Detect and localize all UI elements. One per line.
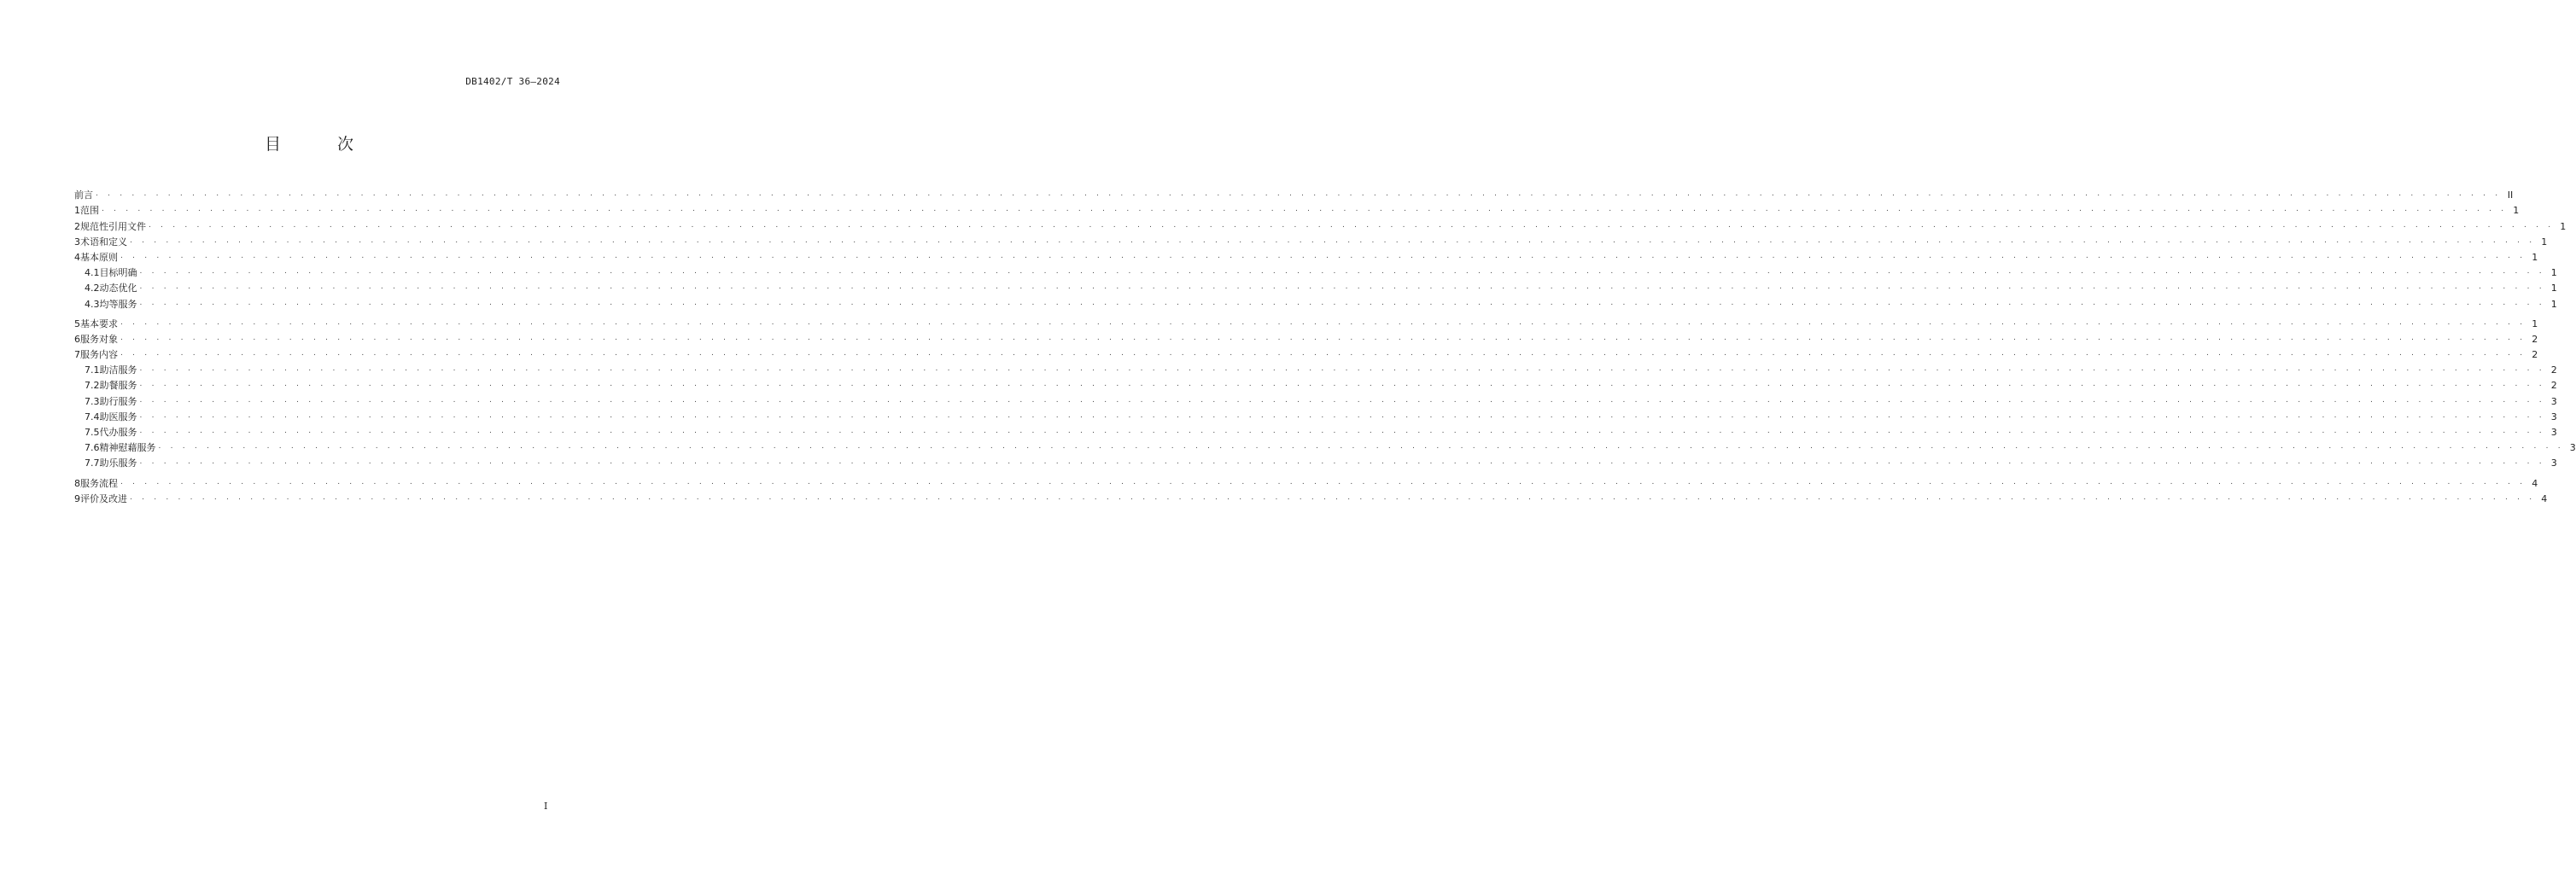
toc-entry[interactable]: [74, 330, 2538, 346]
toc-leader-dots: . . . . . . . . . . . . . . . . . . . . . . . . . . . . . . . . . . . . . . . . . . . . . . . . . . . . . . . . . . . . . . . . . . . . . . . . . . . . . . . . . . . . . . . . . . . . . . . . . . . . . . . . . . . . . . . . . . . . . . . . . . . . . . . . . . . . . . . . . . . . . . . . . . . . . . . . . . . . . . . . . . . . . . . . . . . . . . . . . . . . . . . . . . . . . . . . . . . . . . . .: [139, 364, 2545, 374]
toc-entry[interactable]: [74, 439, 2576, 454]
page-number: I: [544, 801, 548, 812]
toc-entry[interactable]: [74, 217, 2567, 232]
toc-entry-page: 3: [2550, 427, 2557, 438]
toc-leader-dots: . . . . . . . . . . . . . . . . . . . . . . . . . . . . . . . . . . . . . . . . . . . . . . . . . . . . . . . . . . . . . . . . . . . . . . . . . . . . . . . . . . . . . . . . . . . . . . . . . . . . . . . . . . . . . . . . . . . . . . . . . . . . . . . . . . . . . . . . . . . . . . . . . . . . . . . . . . . . . . . . . . . . . . . . . . . . . . . . . . . . . . . . . . . . . . . . . . . . . . . .: [130, 492, 2536, 502]
toc-entry-page: 4: [2541, 492, 2548, 504]
toc-leader-dots: . . . . . . . . . . . . . . . . . . . . . . . . . . . . . . . . . . . . . . . . . . . . . . . . . . . . . . . . . . . . . . . . . . . . . . . . . . . . . . . . . . . . . . . . . . . . . . . . . . . . . . . . . . . . . . . . . . . . . . . . . . . . . . . . . . . . . . . . . . . . . . . . . . . . . . . . . . . . . . . . . . . . . . . . . . . . . . . . . . . . . . . . . . . . . . . . . . . . . . . .: [139, 298, 2545, 307]
toc-entry-page: 3: [2550, 457, 2557, 469]
toc-entry-number: 7.4: [85, 411, 100, 422]
toc-entry-number: 4: [74, 251, 80, 263]
toc-entry-page: 2: [2550, 380, 2557, 392]
toc-entry-label: 范围: [80, 205, 99, 217]
toc-entry[interactable]: [74, 201, 2520, 217]
toc-entry-page: II: [2507, 189, 2514, 201]
toc-leader-dots: . . . . . . . . . . . . . . . . . . . . . . . . . . . . . . . . . . . . . . . . . . . . . . . . . . . . . . . . . . . . . . . . . . . . . . . . . . . . . . . . . . . . . . . . . . . . . . . . . . . . . . . . . . . . . . . . . . . . . . . . . . . . . . . . . . . . . . . . . . . . . . . . . . . . . . . . . . . . . . . . . . . . . . . . . . . . . . . . . . . . . . . . . . . . . . . . . . . . . . . .: [139, 283, 2545, 292]
toc-entry-label: 助洁服务: [99, 364, 137, 376]
toc-entry-label: 服务内容: [80, 349, 118, 361]
toc-entry-number: 7.2: [85, 380, 100, 392]
toc-leader-dots: . . . . . . . . . . . . . . . . . . . . . . . . . . . . . . . . . . . . . . . . . . . . . . . . . . . . . . . . . . . . . . . . . . . . . . . . . . . . . . . . . . . . . . . . . . . . . . . . . . . . . . . . . . . . . . . . . . . . . . . . . . . . . . . . . . . . . . . . . . . . . . . . . . . . . . . . . . . . . . . . . . . . . . . . . . . . . . . . . . . . . . . . . . . . . . . . . . . . . . . .: [139, 395, 2545, 405]
toc-leader-dots: . . . . . . . . . . . . . . . . . . . . . . . . . . . . . . . . . . . . . . . . . . . . . . . . . . . . . . . . . . . . . . . . . . . . . . . . . . . . . . . . . . . . . . . . . . . . . . . . . . . . . . . . . . . . . . . . . . . . . . . . . . . . . . . . . . . . . . . . . . . . . . . . . . . . . . . . . . . . . . . . . . . . . . . . . . . . . . . . . . . . . . . . . . . . . . . . . . . . . . . .: [139, 427, 2545, 435]
toc-entry-page: 3: [2550, 395, 2557, 407]
toc-entry[interactable]: [74, 186, 2514, 201]
toc-entry-page: 1: [2532, 251, 2538, 263]
toc-leader-dots: . . . . . . . . . . . . . . . . . . . . . . . . . . . . . . . . . . . . . . . . . . . . . . . . . . . . . . . . . . . . . . . . . . . . . . . . . . . . . . . . . . . . . . . . . . . . . . . . . . . . . . . . . . . . . . . . . . . . . . . . . . . . . . . . . . . . . . . . . . . . . . . . . . . . . . . . . . . . . . . . . . . . . . . . . . . . . . . . . . . . . . . . . . . . . . . . . . . . . . . .: [139, 457, 2545, 467]
toc-entry[interactable]: [74, 294, 2557, 310]
toc-entry[interactable]: [74, 376, 2557, 392]
toc-entry-number: 6: [74, 333, 80, 345]
toc-entry-label: 精神慰藉服务: [99, 442, 156, 454]
toc-entry[interactable]: [74, 454, 2557, 469]
toc-entry-number: 2: [74, 220, 80, 232]
toc-entry-label: 助餐服务: [99, 380, 137, 392]
toc-leader-dots: . . . . . . . . . . . . . . . . . . . . . . . . . . . . . . . . . . . . . . . . . . . . . . . . . . . . . . . . . . . . . . . . . . . . . . . . . . . . . . . . . . . . . . . . . . . . . . . . . . . . . . . . . . . . . . . . . . . . . . . . . . . . . . . . . . . . . . . . . . . . . . . . . . . . . . . . . . . . . . . . . . . . . . . . . . . . . . . . . . . . . . . . . . . . . . . . . . . . . . . .: [139, 380, 2545, 389]
toc-leader-dots: . . . . . . . . . . . . . . . . . . . . . . . . . . . . . . . . . . . . . . . . . . . . . . . . . . . . . . . . . . . . . . . . . . . . . . . . . . . . . . . . . . . . . . . . . . . . . . . . . . . . . . . . . . . . . . . . . . . . . . . . . . . . . . . . . . . . . . . . . . . . . . . . . . . . . . . . . . . . . . . . . . . . . . . . . . . . . . . . . . . . . . . . . . . . . . . . . . . . . . . .: [120, 251, 2526, 260]
toc-entry[interactable]: [74, 361, 2557, 376]
toc-entry-number: 9: [74, 492, 80, 504]
toc-entry[interactable]: [74, 233, 2548, 248]
toc-entry-label: 服务对象: [80, 333, 118, 345]
toc-entry-label: 助医服务: [99, 411, 137, 422]
toc-entry-page: 1: [2513, 205, 2520, 217]
toc-entry-label: 评价及改进: [80, 492, 127, 504]
toc-entry-number: 4.2: [85, 283, 100, 294]
toc-entry-label: 均等服务: [99, 298, 137, 310]
toc-entry-label: 助行服务: [99, 395, 137, 407]
toc-leader-dots: . . . . . . . . . . . . . . . . . . . . . . . . . . . . . . . . . . . . . . . . . . . . . . . . . . . . . . . . . . . . . . . . . . . . . . . . . . . . . . . . . . . . . . . . . . . . . . . . . . . . . . . . . . . . . . . . . . . . . . . . . . . . . . . . . . . . . . . . . . . . . . . . . . . . . . . . . . . . . . . . . . . . . . . . . . . . . . . . . . . . . . . . . . . . . . . . . . . . . . . .: [130, 236, 2536, 245]
toc-entry-number: 7.5: [85, 427, 100, 438]
toc-entry-label: 基本要求: [80, 318, 118, 329]
toc-entry-page: 1: [2560, 220, 2567, 232]
toc-entry[interactable]: [74, 279, 2557, 294]
toc-entry[interactable]: [74, 264, 2557, 279]
toc-entry-page: 4: [2532, 477, 2538, 489]
toc-entry-number: 1: [74, 205, 80, 217]
toc-entry[interactable]: [74, 423, 2557, 439]
toc-entry-number: 4.3: [85, 298, 100, 310]
toc-entry-label: 术语和定义: [80, 236, 127, 248]
toc-entry-page: 1: [2550, 267, 2557, 279]
document-code: DB1402/T 36—2024: [465, 76, 560, 87]
toc-entry-label: 前言: [74, 189, 93, 201]
toc-entry-page: 3: [2569, 442, 2576, 454]
toc-entry-number: 7.7: [85, 457, 100, 469]
toc-entry-page: 2: [2550, 364, 2557, 376]
toc-entry-number: 8: [74, 477, 80, 489]
toc-leader-dots: . . . . . . . . . . . . . . . . . . . . . . . . . . . . . . . . . . . . . . . . . . . . . . . . . . . . . . . . . . . . . . . . . . . . . . . . . . . . . . . . . . . . . . . . . . . . . . . . . . . . . . . . . . . . . . . . . . . . . . . . . . . . . . . . . . . . . . . . . . . . . . . . . . . . . . . . . . . . . . . . . . . . . . . . . . . . . . . . . . . . . . . . . . . . . . . . . . . . . . . .: [149, 220, 2555, 230]
toc-entry-number: 7.6: [85, 442, 100, 454]
toc-entry-label: 服务流程: [80, 477, 118, 489]
toc-entry-label: 基本原则: [80, 251, 118, 263]
toc-leader-dots: . . . . . . . . . . . . . . . . . . . . . . . . . . . . . . . . . . . . . . . . . . . . . . . . . . . . . . . . . . . . . . . . . . . . . . . . . . . . . . . . . . . . . . . . . . . . . . . . . . . . . . . . . . . . . . . . . . . . . . . . . . . . . . . . . . . . . . . . . . . . . . . . . . . . . . . . . . . . . . . . . . . . . . . . . . . . . . . . . . . . . . . . . . . . . . . . . . . . . . . .: [139, 411, 2545, 420]
toc-entry-page: 1: [2550, 298, 2557, 310]
toc-entry[interactable]: [74, 346, 2538, 361]
toc-entry-page: 2: [2532, 349, 2538, 361]
toc-leader-dots: . . . . . . . . . . . . . . . . . . . . . . . . . . . . . . . . . . . . . . . . . . . . . . . . . . . . . . . . . . . . . . . . . . . . . . . . . . . . . . . . . . . . . . . . . . . . . . . . . . . . . . . . . . . . . . . . . . . . . . . . . . . . . . . . . . . . . . . . . . . . . . . . . . . . . . . . . . . . . . . . . . . . . . . . . . . . . . . . . . . . . . . . . . . . . . . . . . . . . . . .: [120, 349, 2526, 358]
toc-entry[interactable]: [74, 392, 2557, 407]
toc-entry[interactable]: [74, 248, 2538, 264]
toc-entry-page: 1: [2541, 236, 2548, 248]
toc-leader-dots: . . . . . . . . . . . . . . . . . . . . . . . . . . . . . . . . . . . . . . . . . . . . . . . . . . . . . . . . . . . . . . . . . . . . . . . . . . . . . . . . . . . . . . . . . . . . . . . . . . . . . . . . . . . . . . . . . . . . . . . . . . . . . . . . . . . . . . . . . . . . . . . . . . . . . . . . . . . . . . . . . . . . . . . . . . . . . . . . . . . . . . . . . . . . . . . . . . . . . . . .: [102, 205, 2508, 214]
toc-entry-number: 7.3: [85, 395, 100, 407]
toc-leader-dots: . . . . . . . . . . . . . . . . . . . . . . . . . . . . . . . . . . . . . . . . . . . . . . . . . . . . . . . . . . . . . . . . . . . . . . . . . . . . . . . . . . . . . . . . . . . . . . . . . . . . . . . . . . . . . . . . . . . . . . . . . . . . . . . . . . . . . . . . . . . . . . . . . . . . . . . . . . . . . . . . . . . . . . . . . . . . . . . . . . . . . . . . . . . . . . . . . . . . . . . .: [96, 189, 2502, 199]
table-of-contents: [74, 186, 2576, 505]
toc-entry-page: 2: [2532, 333, 2538, 345]
toc-entry-number: 3: [74, 236, 80, 248]
toc-entry-label: 目标明确: [99, 267, 137, 279]
toc-entry-label: 代办服务: [99, 427, 137, 438]
toc-title: 目 次: [264, 135, 380, 154]
toc-leader-dots: . . . . . . . . . . . . . . . . . . . . . . . . . . . . . . . . . . . . . . . . . . . . . . . . . . . . . . . . . . . . . . . . . . . . . . . . . . . . . . . . . . . . . . . . . . . . . . . . . . . . . . . . . . . . . . . . . . . . . . . . . . . . . . . . . . . . . . . . . . . . . . . . . . . . . . . . . . . . . . . . . . . . . . . . . . . . . . . . . . . . . . . . . . . . . . . . . . . . . . . .: [139, 267, 2545, 277]
toc-entry-label: 助乐服务: [99, 457, 137, 469]
toc-leader-dots: . . . . . . . . . . . . . . . . . . . . . . . . . . . . . . . . . . . . . . . . . . . . . . . . . . . . . . . . . . . . . . . . . . . . . . . . . . . . . . . . . . . . . . . . . . . . . . . . . . . . . . . . . . . . . . . . . . . . . . . . . . . . . . . . . . . . . . . . . . . . . . . . . . . . . . . . . . . . . . . . . . . . . . . . . . . . . . . . . . . . . . . . . . . . . . . . . . . . . . . .: [120, 318, 2526, 327]
toc-leader-dots: . . . . . . . . . . . . . . . . . . . . . . . . . . . . . . . . . . . . . . . . . . . . . . . . . . . . . . . . . . . . . . . . . . . . . . . . . . . . . . . . . . . . . . . . . . . . . . . . . . . . . . . . . . . . . . . . . . . . . . . . . . . . . . . . . . . . . . . . . . . . . . . . . . . . . . . . . . . . . . . . . . . . . . . . . . . . . . . . . . . . . . . . . . . . . . . . . . . . . . . .: [158, 442, 2564, 452]
toc-entry-page: 1: [2550, 283, 2557, 294]
toc-entry-label: 动态优化: [99, 283, 137, 294]
toc-entry-number: 7: [74, 349, 80, 361]
toc-entry-number: 7.1: [85, 364, 100, 376]
toc-entry-page: 3: [2550, 411, 2557, 422]
toc-entry[interactable]: [74, 474, 2538, 489]
toc-entry-label: 规范性引用文件: [80, 220, 146, 232]
toc-entry[interactable]: [74, 490, 2548, 505]
toc-leader-dots: . . . . . . . . . . . . . . . . . . . . . . . . . . . . . . . . . . . . . . . . . . . . . . . . . . . . . . . . . . . . . . . . . . . . . . . . . . . . . . . . . . . . . . . . . . . . . . . . . . . . . . . . . . . . . . . . . . . . . . . . . . . . . . . . . . . . . . . . . . . . . . . . . . . . . . . . . . . . . . . . . . . . . . . . . . . . . . . . . . . . . . . . . . . . . . . . . . . . . . . .: [120, 477, 2526, 487]
toc-entry-number: 5: [74, 318, 80, 329]
toc-entry-number: 4.1: [85, 267, 100, 279]
toc-entry[interactable]: [74, 315, 2538, 330]
toc-entry-page: 1: [2532, 318, 2538, 329]
toc-entry[interactable]: [74, 408, 2557, 423]
toc-leader-dots: . . . . . . . . . . . . . . . . . . . . . . . . . . . . . . . . . . . . . . . . . . . . . . . . . . . . . . . . . . . . . . . . . . . . . . . . . . . . . . . . . . . . . . . . . . . . . . . . . . . . . . . . . . . . . . . . . . . . . . . . . . . . . . . . . . . . . . . . . . . . . . . . . . . . . . . . . . . . . . . . . . . . . . . . . . . . . . . . . . . . . . . . . . . . . . . . . . . . . . . .: [120, 333, 2526, 342]
